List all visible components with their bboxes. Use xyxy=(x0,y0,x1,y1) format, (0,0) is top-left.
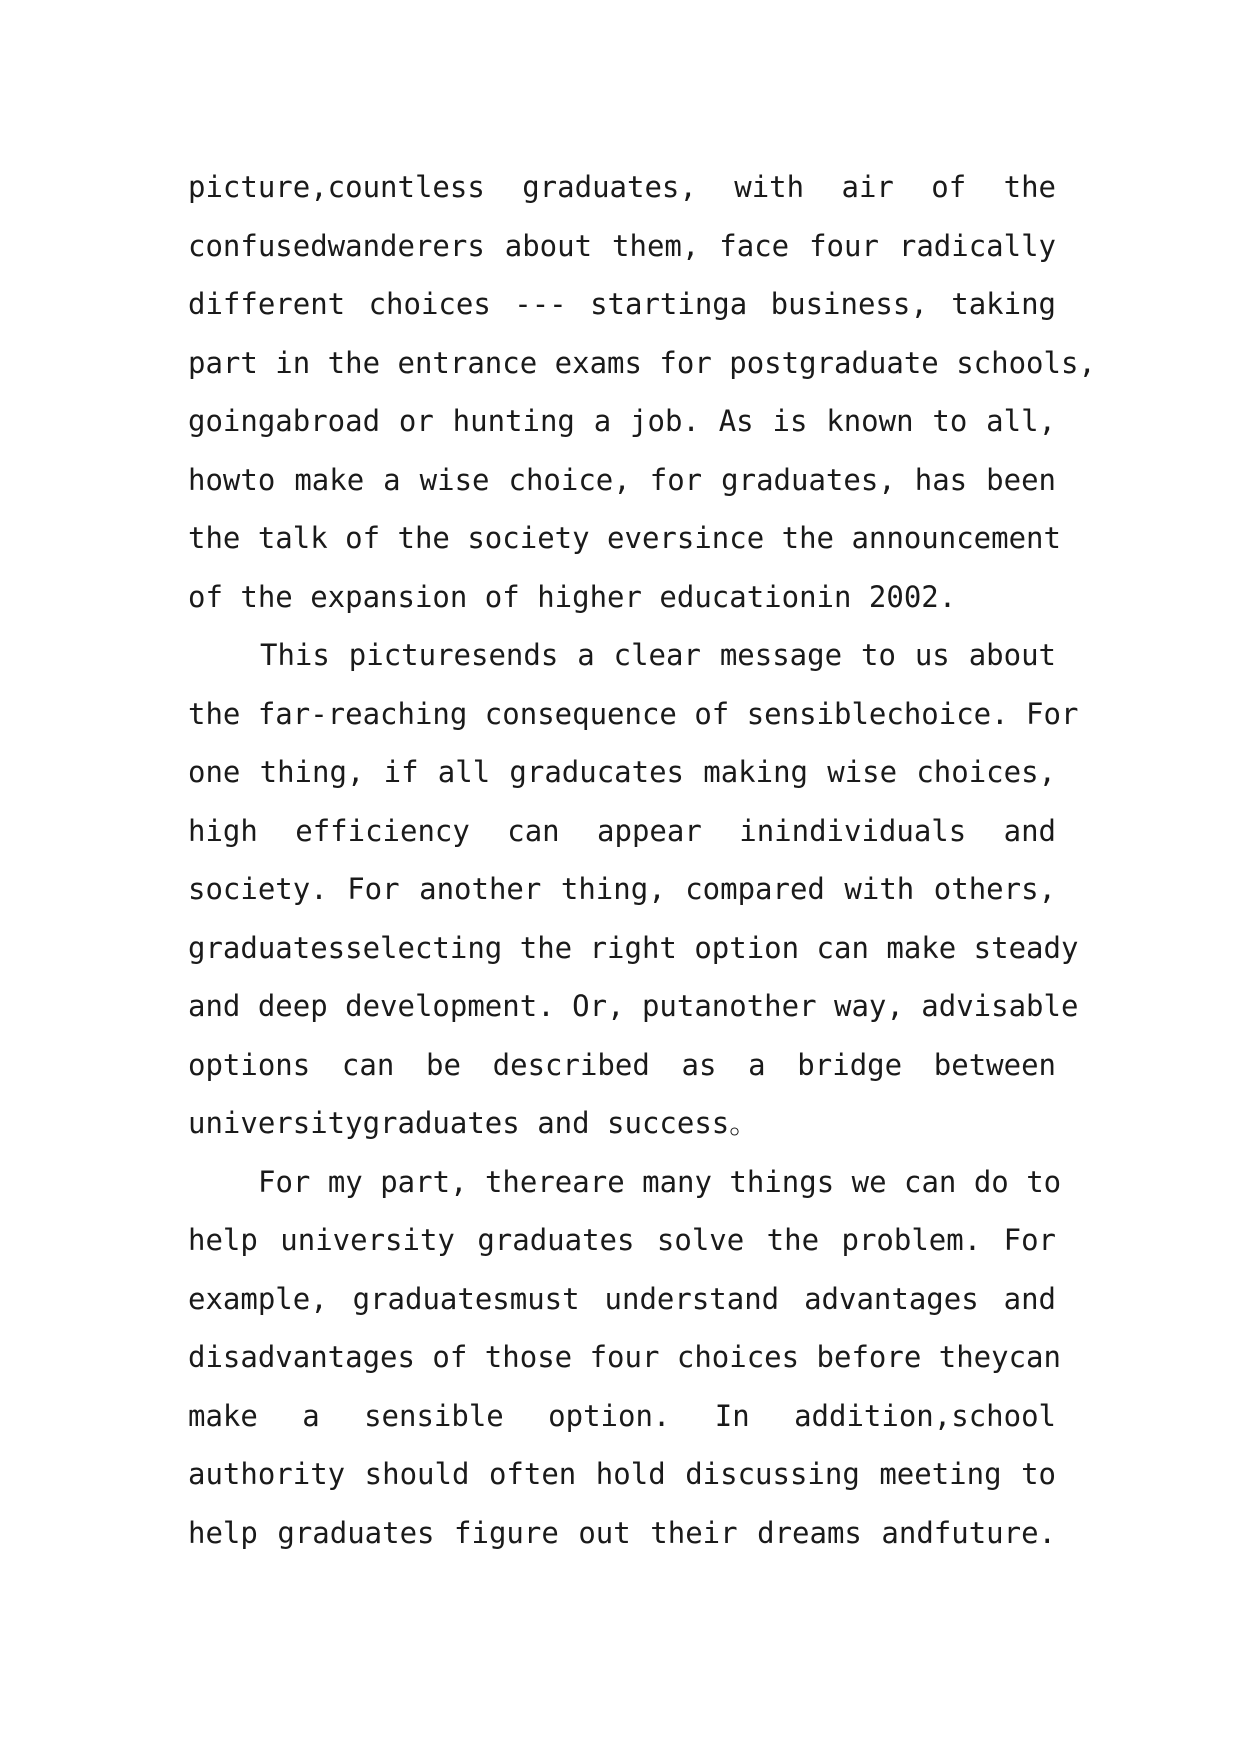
text-line: part in the entrance exams for postgraduate schools, xyxy=(188,345,1096,380)
text-line: help university graduates solve the problem. For xyxy=(188,1223,1056,1257)
text-line: authority should often hold discussing meeting to xyxy=(188,1457,1056,1491)
paragraph-1 xyxy=(188,158,1096,626)
text-line: different choices --- startinga business, taking xyxy=(188,287,1056,321)
text-line: and deep development. Or, putanother way, advisable xyxy=(188,989,1079,1023)
text-line: society. For another thing, compared with others, xyxy=(188,872,1056,906)
text-line: the talk of the society eversince the announcement xyxy=(188,521,1061,555)
text-line: high efficiency can appear inindividuals and xyxy=(188,813,1056,848)
text-line: This picturesends a clear message to us about xyxy=(260,638,1056,672)
text-line: one thing, if all graducates making wise choices, xyxy=(188,755,1056,789)
paragraph-3 xyxy=(188,1153,1062,1563)
text-line: goingabroad or hunting a job. As is known to all, xyxy=(188,404,1056,438)
text-line: of the expansion of higher educationin 2002. xyxy=(188,579,957,614)
text-line: picture,countless graduates, with air of the xyxy=(188,170,1056,204)
body-text xyxy=(188,158,1096,1562)
text-line: example, graduatesmust understand advantages and xyxy=(188,1281,1056,1316)
text-line: disadvantages of those four choices before theycan xyxy=(188,1340,1061,1374)
text-line: the far-reaching consequence of sensiblechoice. For xyxy=(188,696,1079,731)
text-line: options can be described as a bridge between xyxy=(188,1047,1056,1082)
text-line: universitygraduates and success。 xyxy=(188,1106,759,1140)
text-line: make a sensible option. In addition,school xyxy=(188,1398,1056,1433)
text-line: help graduates figure out their dreams andfuture. xyxy=(188,1515,1056,1550)
text-line: For my part, thereare many things we can do to xyxy=(258,1164,1062,1199)
paragraph-2 xyxy=(188,626,1079,1153)
text-line: graduatesselecting the right option can make steady xyxy=(188,930,1079,965)
text-line: howto make a wise choice, for graduates, has been xyxy=(188,462,1056,497)
text-line: confusedwanderers about them, face four radically xyxy=(188,228,1056,263)
